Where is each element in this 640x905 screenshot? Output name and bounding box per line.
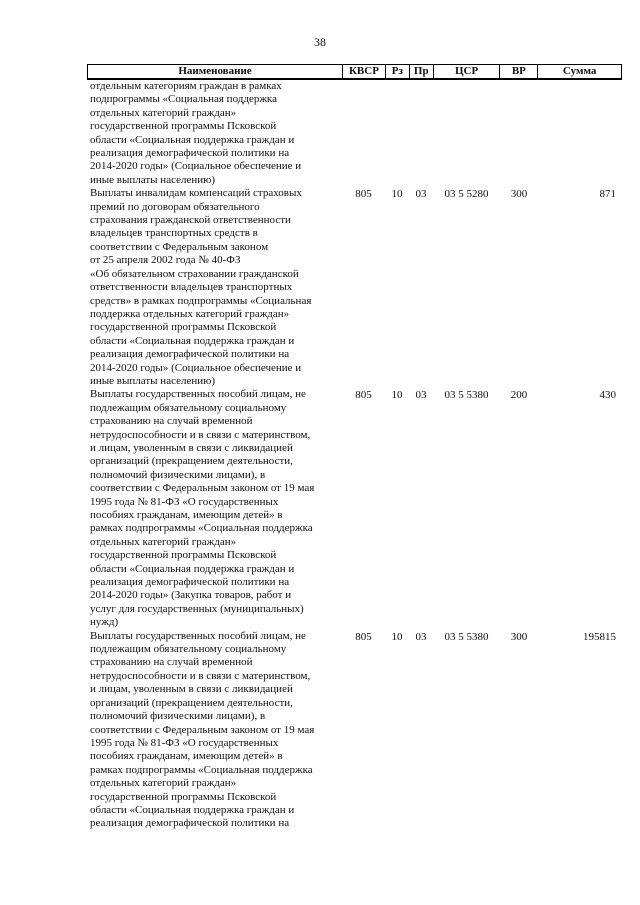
- budget-table: [87, 64, 622, 831]
- name-line: пособиях гражданам, имеющим детей» в: [90, 509, 283, 521]
- cell-name: [87, 80, 342, 187]
- name-line: полномочий физическими лицами), в: [90, 468, 266, 481]
- name-line: иные выплаты населению): [90, 374, 215, 387]
- name-line: 2014-2020 годы» (Социальное обеспечение и: [90, 160, 302, 173]
- name-line: государственной программы Псковской: [90, 321, 277, 334]
- name-line: государственной программы Псковской: [90, 790, 277, 803]
- cell-vr: [500, 80, 538, 187]
- name-line: реализация демографической политики на: [90, 348, 290, 361]
- name-line: 2014-2020 годы» (Социальное обеспечение и: [90, 361, 302, 374]
- name-line: от 25 апреля 2002 года № 40-ФЗ: [90, 254, 241, 267]
- cell-name: [87, 187, 342, 388]
- name-line: соответствии с Федеральным законом: [90, 240, 269, 253]
- name-line: Выплаты инвалидам компенсаций страховых: [90, 187, 302, 200]
- name-line: подлежащим обязательному социальному: [90, 401, 287, 414]
- cell-vr: 300: [510, 188, 528, 201]
- table-body: [87, 80, 622, 831]
- cell-rz: 10: [391, 630, 403, 643]
- cell-name: [87, 388, 342, 629]
- cell-csr: 03 5 5380: [444, 389, 489, 402]
- header-kvsr: КВСР: [342, 65, 385, 78]
- name-line: страхования гражданской ответственности: [90, 214, 291, 227]
- table-header: [87, 64, 622, 80]
- header-rz: Рз: [385, 65, 409, 78]
- name-line: поддержка отдельных категорий граждан»: [90, 307, 290, 320]
- name-line: отдельным категориям граждан в рамках: [90, 80, 282, 92]
- page-number: 38: [314, 35, 326, 49]
- cell-csr: [433, 80, 500, 187]
- name-line: рамках подпрограммы «Социальная поддержка: [90, 763, 313, 776]
- cell-sum: 430: [599, 389, 616, 402]
- name-line: области «Социальная поддержка граждан и: [90, 334, 295, 347]
- name-line: услуг для государственных (муниципальных): [90, 602, 304, 615]
- name-line: нужд): [90, 616, 119, 629]
- name-line: организаций (прекращением деятельности,: [90, 696, 293, 709]
- cell-pr: 03: [415, 389, 427, 402]
- cell-sum: 195815: [583, 630, 616, 643]
- name-line: страхованию на случай временной: [90, 656, 253, 669]
- name-line: средств» в рамках подпрограммы «Социальная: [90, 294, 312, 307]
- table-row: [87, 187, 622, 388]
- table-row: [87, 630, 622, 831]
- cell-name: [87, 630, 342, 831]
- name-line: отдельных категорий граждан»: [90, 106, 237, 119]
- name-line: реализация демографической политики на: [90, 576, 290, 589]
- name-line: государственной программы Псковской: [90, 120, 277, 133]
- cell-vr: 300: [510, 630, 528, 643]
- cell-csr: 03 5 5280: [444, 188, 489, 201]
- header-name: Наименование: [178, 65, 252, 77]
- cell-vr: 200: [510, 389, 528, 402]
- cell-sum: 871: [599, 188, 616, 201]
- name-line: и лицам, уволенным в связи с ликвидацией: [90, 683, 293, 696]
- name-line: области «Социальная поддержка граждан и: [90, 133, 295, 146]
- header-pr: Пр: [409, 65, 433, 78]
- name-line: государственной программы Псковской: [90, 549, 277, 562]
- name-line: пособиях гражданам, имеющим детей» в: [90, 750, 283, 763]
- name-line: нетрудоспособности и в связи с материнством,: [90, 428, 311, 441]
- cell-rz: 10: [391, 389, 403, 402]
- header-vr: ВР: [499, 65, 537, 78]
- cell-pr: [409, 80, 433, 187]
- cell-kvsr: [342, 80, 385, 187]
- name-line: реализация демографической политики на: [90, 817, 290, 830]
- table-row: [87, 80, 622, 187]
- table-row: [87, 388, 622, 629]
- name-line: рамках подпрограммы «Социальная поддержка: [90, 522, 313, 535]
- name-line: отдельных категорий граждан»: [90, 535, 237, 548]
- name-line: ответственности владельцев транспортных: [90, 281, 293, 294]
- name-line: Выплаты государственных пособий лицам, не: [90, 629, 306, 642]
- name-line: организаций (прекращением деятельности,: [90, 455, 293, 468]
- name-line: иные выплаты населению): [90, 173, 215, 186]
- name-line: и лицам, уволенным в связи с ликвидацией: [90, 441, 293, 454]
- cell-kvsr: 805: [355, 188, 372, 201]
- name-line: подпрограммы «Социальная поддержка: [90, 93, 277, 106]
- name-line: страхованию на случай временной: [90, 415, 253, 428]
- name-line: премий по договорам обязательного: [90, 200, 260, 213]
- header-csr: ЦСР: [433, 65, 500, 78]
- cell-kvsr: 805: [355, 630, 372, 643]
- name-line: соответствии с Федеральным законом от 19 мая: [90, 723, 315, 736]
- cell-rz: 10: [391, 188, 403, 201]
- name-line: 2014-2020 годы» (Закупка товаров, работ и: [90, 589, 292, 602]
- cell-pr: 03: [415, 188, 427, 201]
- name-line: подлежащим обязательному социальному: [90, 643, 287, 656]
- cell-pr: 03: [415, 630, 427, 643]
- name-line: нетрудоспособности и в связи с материнством,: [90, 669, 311, 682]
- cell-kvsr: 805: [355, 389, 372, 402]
- cell-csr: 03 5 5380: [444, 630, 489, 643]
- name-line: отдельных категорий граждан»: [90, 777, 237, 790]
- cell-rz: [385, 80, 409, 187]
- name-line: 1995 года № 81-ФЗ «О государственных: [90, 736, 279, 749]
- name-line: Выплаты государственных пособий лицам, не: [90, 388, 306, 401]
- name-line: 1995 года № 81-ФЗ «О государственных: [90, 495, 279, 508]
- name-line: владельцев транспортных средств в: [90, 227, 258, 240]
- name-line: «Об обязательном страховании гражданской: [90, 267, 299, 280]
- name-line: полномочий физическими лицами), в: [90, 710, 266, 723]
- header-sum: Сумма: [537, 65, 621, 78]
- name-line: реализация демографической политики на: [90, 147, 290, 160]
- name-line: области «Социальная поддержка граждан и: [90, 562, 295, 575]
- name-line: соответствии с Федеральным законом от 19 мая: [90, 482, 315, 495]
- cell-sum: [538, 80, 622, 187]
- name-line: области «Социальная поддержка граждан и: [90, 803, 295, 816]
